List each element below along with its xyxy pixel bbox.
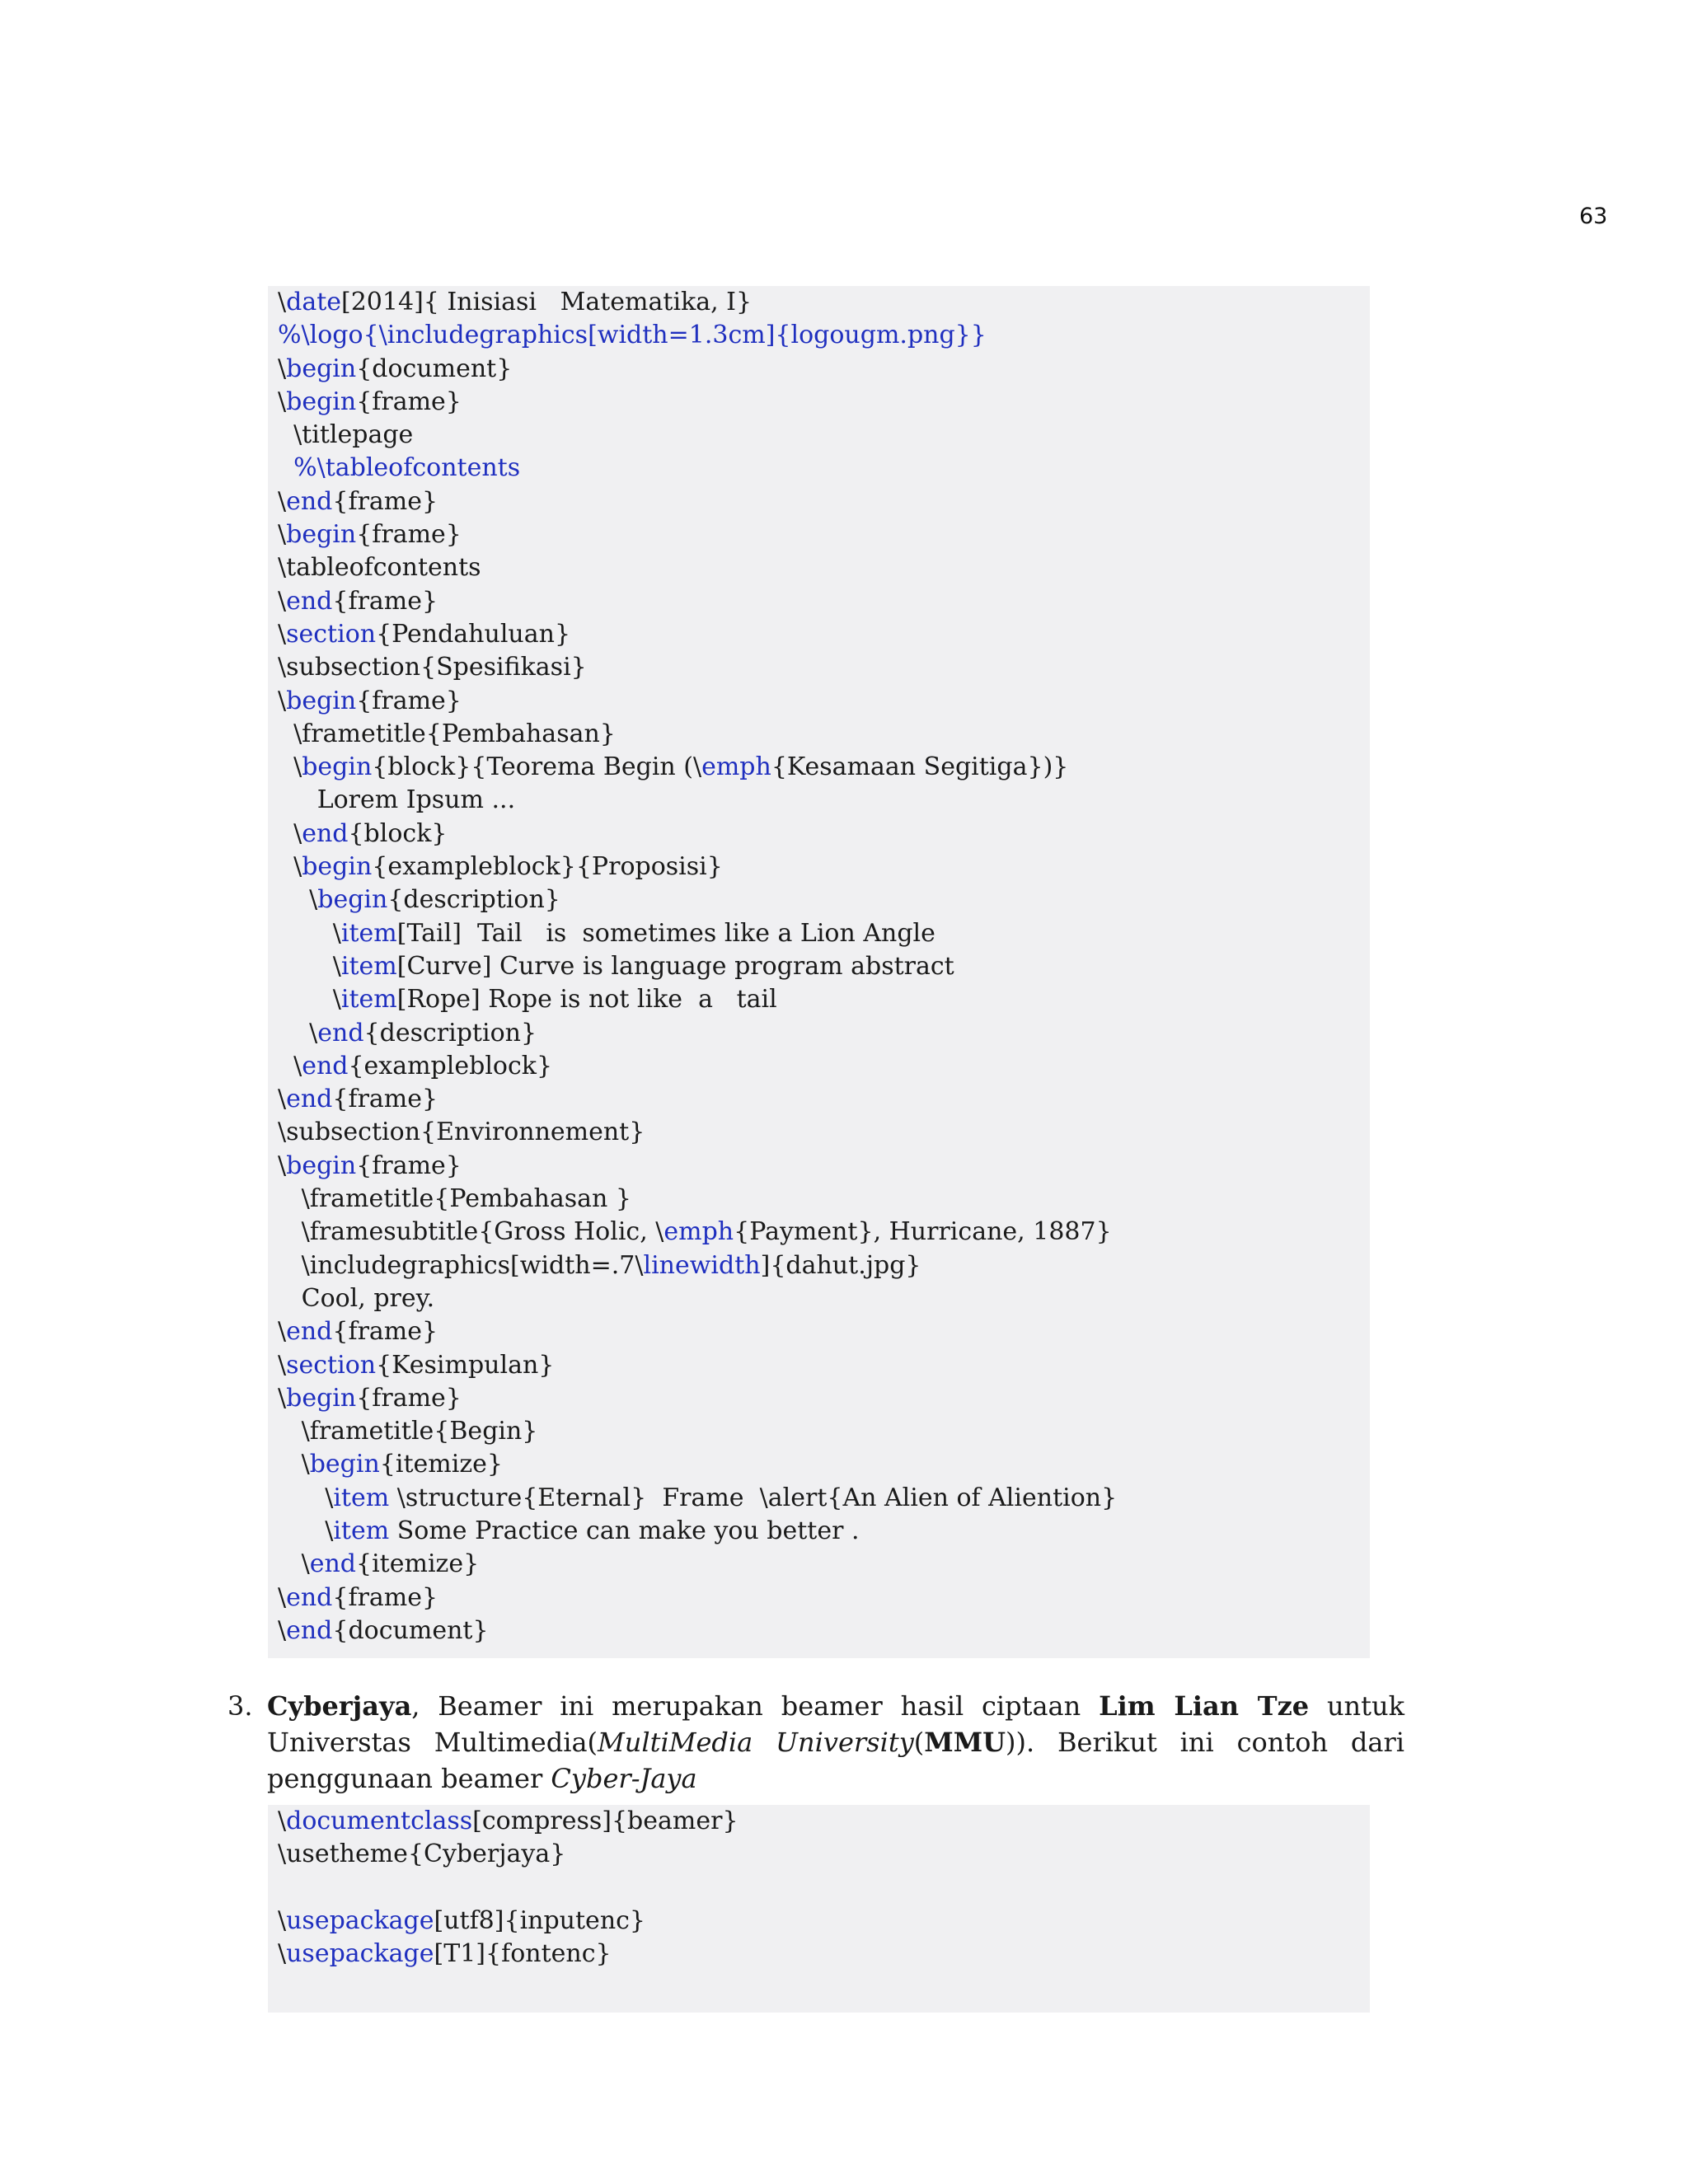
code-text: {frame}	[332, 1582, 438, 1612]
code-text: \	[278, 387, 287, 416]
code-text: {frame}	[332, 1085, 438, 1114]
code-line	[278, 1315, 1370, 1348]
code-text: \subsection{Environnement}	[278, 1118, 645, 1147]
code-text: \structure{Eternal} Frame \alert{An Alien of Aliention}	[389, 1483, 1118, 1512]
code-line	[278, 1050, 1370, 1083]
italic-text: Cyber-Jaya	[551, 1763, 697, 1794]
code-keyword: item	[340, 951, 397, 981]
code-keyword: end	[302, 1051, 349, 1080]
code-text: \	[278, 1317, 287, 1347]
code-keyword: begin	[286, 1151, 357, 1180]
page-number: 63	[1579, 204, 1608, 229]
code-text: {description}	[363, 1018, 537, 1047]
body-text: )). Berikut ini contoh dari penggunaan beamer	[267, 1727, 1405, 1794]
code-text: \	[278, 1807, 287, 1835]
code-text: \	[293, 852, 302, 882]
code-text: {frame}	[356, 520, 462, 550]
code-text: \frametitle{Begin}	[301, 1417, 538, 1446]
code-line	[278, 818, 1370, 851]
code-line	[278, 685, 1370, 718]
code-text: {frame}	[356, 387, 462, 416]
code-keyword: section	[286, 1350, 377, 1380]
code-keyword: end	[302, 818, 349, 848]
code-text: [2014]{ Inisiasi Matematika, I}	[341, 288, 753, 316]
code-line	[278, 386, 1370, 419]
code-line	[278, 751, 1370, 784]
code-text: \	[293, 752, 302, 782]
code-text: \	[332, 985, 341, 1015]
code-keyword: usepackage	[286, 1905, 434, 1935]
code-line	[278, 419, 1370, 452]
code-line	[278, 1938, 1370, 1971]
code-line	[278, 1017, 1370, 1050]
code-text: \frametitle{Pembahasan}	[293, 719, 616, 748]
code-keyword: begin	[286, 354, 357, 383]
code-line	[278, 1116, 1370, 1149]
code-text: \	[293, 1051, 302, 1080]
code-line	[278, 485, 1370, 518]
code-line	[278, 950, 1370, 983]
code-text: \	[332, 951, 341, 981]
code-keyword: end	[309, 1549, 356, 1579]
code-keyword: documentclass	[286, 1807, 473, 1835]
code-line	[278, 1150, 1370, 1183]
code-text: [Rope] Rope is not like a tail	[396, 985, 777, 1015]
code-keyword: begin	[286, 1383, 357, 1413]
code-text: \	[325, 1483, 334, 1512]
code-line	[278, 917, 1370, 950]
code-keyword: item	[333, 1516, 390, 1545]
code-text: {Kesimpulan}	[376, 1350, 555, 1380]
code-text: {Pendahuluan}	[376, 619, 571, 649]
code-line	[278, 1482, 1370, 1515]
code-keyword: begin	[309, 1450, 380, 1479]
code-text: \	[301, 1549, 310, 1579]
code-line	[278, 1382, 1370, 1415]
code-line	[278, 452, 1370, 485]
code-text: {exampleblock}	[348, 1051, 553, 1080]
code-text: {block}	[348, 818, 448, 848]
list-item-number: 3.	[227, 1690, 253, 1722]
code-text: {frame}	[356, 1383, 462, 1413]
code-text: {frame}	[332, 1317, 438, 1347]
code-line	[278, 585, 1370, 618]
code-line	[278, 983, 1370, 1016]
code-line	[278, 1216, 1370, 1249]
bold-text: Cyberjaya	[267, 1690, 412, 1722]
code-text: \	[278, 354, 287, 383]
code-text: \	[278, 686, 287, 715]
code-text: Some Practice can make you better .	[389, 1516, 860, 1545]
code-text: \framesubtitle{Gross Holic, \	[301, 1217, 664, 1247]
code-line	[278, 319, 1370, 352]
code-text: \usetheme{Cyberjaya}	[278, 1840, 566, 1869]
code-text: \	[309, 1018, 318, 1047]
code-keyword: begin	[317, 885, 388, 915]
code-text: {itemize}	[356, 1549, 480, 1579]
code-line	[278, 1548, 1370, 1581]
italic-text: MultiMedia University	[598, 1727, 914, 1758]
code-line	[278, 353, 1370, 386]
body-text: , Beamer ini merupakan beamer hasil ciptaan	[411, 1690, 1100, 1722]
code-listing-cyberjaya	[268, 1805, 1370, 2013]
code-keyword: end	[286, 1582, 333, 1612]
code-keyword: linewidth	[643, 1250, 761, 1280]
code-line	[278, 1515, 1370, 1548]
code-text: [Tail] Tail is sometimes like a Lion Angle	[396, 918, 935, 948]
code-keyword: begin	[286, 686, 357, 715]
code-line	[278, 651, 1370, 684]
code-keyword: item	[340, 985, 397, 1015]
code-text: {description}	[387, 885, 560, 915]
code-text: \	[278, 1383, 287, 1413]
code-line	[278, 1448, 1370, 1481]
code-line	[278, 1349, 1370, 1382]
code-text: \tableofcontents	[278, 553, 481, 583]
code-keyword: end	[286, 1085, 333, 1114]
body-text: untuk Universtas Multimedia(	[267, 1690, 1405, 1758]
bold-text: Lim Lian Tze	[1099, 1690, 1310, 1722]
code-line	[278, 1615, 1370, 1647]
code-text: \	[278, 1085, 287, 1114]
code-keyword: begin	[286, 520, 357, 550]
code-text: {frame}	[332, 486, 438, 516]
code-text: \	[278, 1582, 287, 1612]
code-keyword: %\tableofcontents	[293, 453, 521, 483]
code-text: \	[278, 520, 287, 550]
code-text: [utf8]{inputenc}	[434, 1905, 646, 1935]
code-text: \	[332, 918, 341, 948]
code-keyword: begin	[302, 852, 373, 882]
code-line	[278, 1805, 1370, 1838]
code-text: \subsection{Spesifikasi}	[278, 653, 587, 682]
code-text: {frame}	[332, 586, 438, 616]
code-line	[278, 851, 1370, 883]
code-line	[278, 1249, 1370, 1282]
code-line	[278, 618, 1370, 651]
code-line	[278, 1582, 1370, 1615]
code-keyword: item	[333, 1483, 390, 1512]
code-text: {Payment}, Hurricane, 1887}	[734, 1217, 1112, 1247]
code-keyword: emph	[701, 752, 771, 782]
code-listing-beamer-document	[268, 286, 1370, 1658]
code-line	[278, 551, 1370, 584]
code-line	[278, 1183, 1370, 1216]
code-text: \	[278, 1905, 287, 1935]
code-text: {itemize}	[379, 1450, 503, 1479]
code-keyword: end	[317, 1018, 364, 1047]
bold-text: MMU	[924, 1727, 1006, 1758]
code-keyword: end	[286, 1615, 333, 1645]
code-keyword: begin	[286, 387, 357, 416]
code-text: \	[301, 1450, 310, 1479]
code-text: \titlepage	[293, 420, 414, 450]
code-text: ]{dahut.jpg}	[760, 1250, 921, 1280]
code-text: \	[278, 1615, 287, 1645]
code-keyword: emph	[663, 1217, 734, 1247]
code-line	[278, 1905, 1370, 1938]
code-line	[278, 718, 1370, 751]
code-text: {document}	[332, 1615, 489, 1645]
code-text: {block}{Teorema Begin (\	[372, 752, 702, 782]
code-text: {frame}	[356, 686, 462, 715]
code-text: {document}	[356, 354, 513, 383]
code-line	[278, 1282, 1370, 1315]
code-text: [Curve] Curve is language program abstract	[396, 951, 954, 981]
body-text: (	[913, 1727, 925, 1758]
code-text: Lorem Ipsum ...	[316, 785, 516, 815]
code-text: [T1]{fontenc}	[434, 1939, 612, 1969]
code-keyword: end	[286, 586, 333, 616]
code-keyword: begin	[302, 752, 373, 782]
code-text: \	[278, 586, 287, 616]
code-text: \includegraphics[width=.7\	[301, 1250, 644, 1280]
code-text: {frame}	[356, 1151, 462, 1180]
code-line	[278, 1415, 1370, 1448]
code-text: \	[278, 1350, 287, 1380]
code-keyword: date	[286, 288, 342, 316]
code-text: \	[325, 1516, 334, 1545]
code-line	[278, 1838, 1370, 1871]
code-text: \	[309, 885, 318, 915]
code-text: Cool, prey.	[301, 1283, 435, 1313]
code-keyword: usepackage	[286, 1939, 434, 1969]
code-text: \	[293, 818, 302, 848]
code-line	[278, 784, 1370, 817]
code-text: \	[278, 486, 287, 516]
code-line	[278, 883, 1370, 916]
code-line	[278, 286, 1370, 319]
list-item-text	[267, 1688, 1404, 1797]
code-keyword: %\logo{\includegraphics[width=1.3cm]{logougm.png}}	[278, 321, 987, 350]
code-keyword: end	[286, 486, 333, 516]
code-text: \	[278, 1939, 287, 1969]
code-line	[278, 1083, 1370, 1116]
code-text: {exampleblock}{Proposisi}	[372, 852, 723, 882]
code-keyword: item	[340, 918, 397, 948]
code-text: \	[278, 288, 287, 316]
code-text: {Kesamaan Segitiga})}	[771, 752, 1069, 782]
code-keyword: end	[286, 1317, 333, 1347]
code-text: \	[278, 1151, 287, 1180]
code-keyword: section	[286, 619, 377, 649]
code-line	[278, 1872, 1370, 1905]
code-text: \	[278, 619, 287, 649]
code-text: \frametitle{Pembahasan }	[301, 1184, 631, 1214]
code-line	[278, 518, 1370, 551]
code-text: [compress]{beamer}	[472, 1807, 738, 1835]
